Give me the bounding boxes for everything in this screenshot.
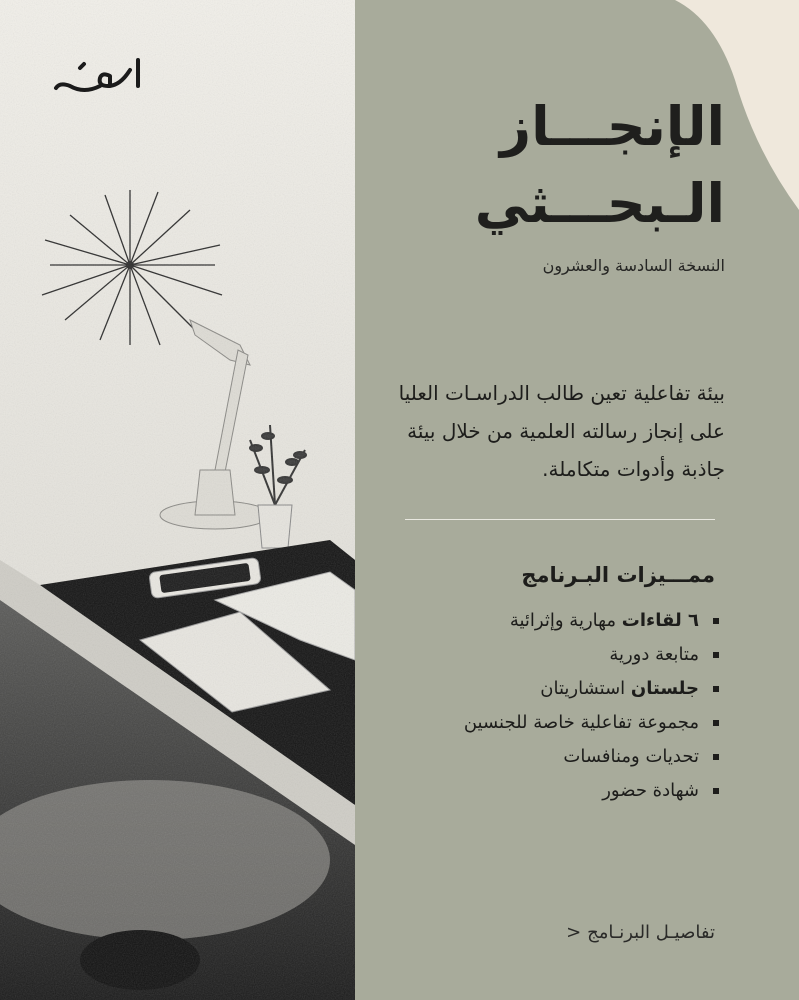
list-item: تحديات ومنافسات [379,740,719,774]
content-panel [355,0,799,1000]
bullet-icon [713,686,719,692]
program-details-link[interactable] [566,922,715,943]
brand-logo-mark [50,56,150,98]
chevron-left-icon: < [566,922,582,943]
program-description: بيئة تفاعلية تعين طالب الدراسـات العليا على إنجاز رسالته العلمية من خلال بيئة جاذبة وأدوات متكاملة. [398,381,725,481]
desk-illustration [0,0,355,1000]
bullet-icon [713,618,719,624]
desk-photo [0,0,355,1000]
edition-subtitle: النسخة السادسة والعشرون [542,256,725,275]
title-line-2: الـبحـــثي [474,172,725,235]
features-list [379,604,719,808]
list-item: جلستان استشاريتان [379,672,719,706]
features-heading: ممـــيزات البـرنامج [521,563,715,587]
list-item: شهادة حضور [379,774,719,808]
list-item: متابعة دورية [379,638,719,672]
list-item: ٦ لقاءات مهارية وإثرائية [379,604,719,638]
program-details-label: تفاصيـل البرنـامج [587,922,715,943]
bullet-icon [713,788,719,794]
bullet-icon [713,720,719,726]
title-line-1: الإنجـــاز [500,95,725,158]
list-item: مجموعة تفاعلية خاصة للجنسين [379,706,719,740]
bullet-icon [713,652,719,658]
section-divider [405,519,715,520]
bullet-icon [713,754,719,760]
